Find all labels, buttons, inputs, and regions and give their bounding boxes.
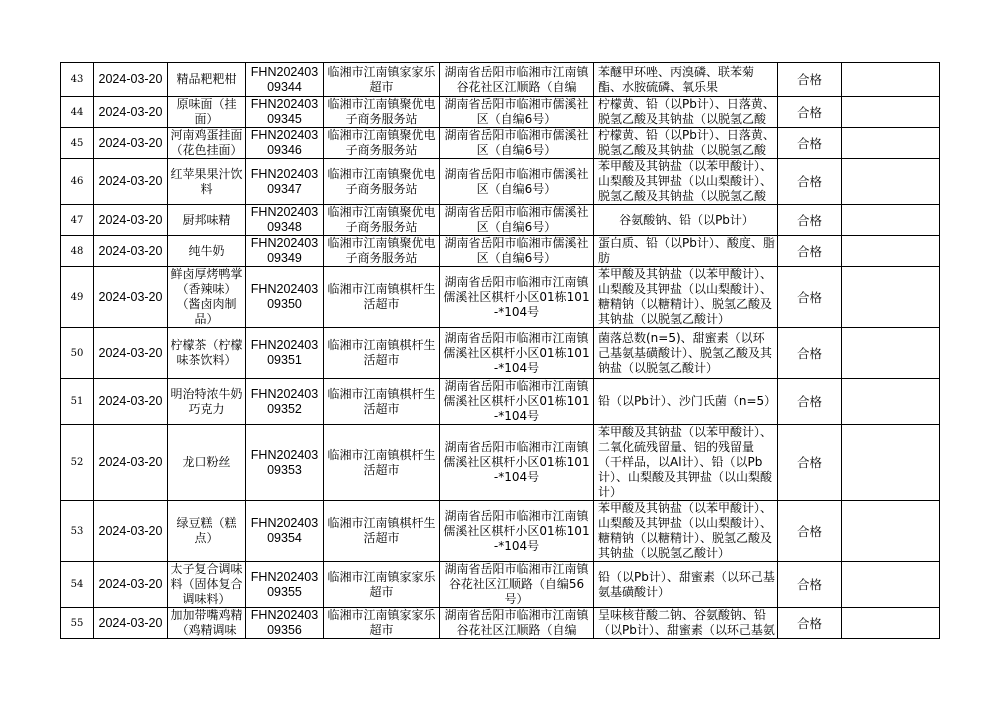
remark <box>842 267 940 328</box>
store-name: 临湘市江南镇家家乐超市 <box>324 608 440 639</box>
sample-code: FHN20240309347 <box>246 159 324 205</box>
row-number: 44 <box>61 97 94 128</box>
row-number: 43 <box>61 63 94 97</box>
test-items: 谷氨酸钠、铅（以Pb计） <box>594 205 778 236</box>
sample-code: FHN20240309352 <box>246 379 324 425</box>
store-address: 湖南省岳阳市临湘市儒溪社区（自编6号） <box>440 128 594 159</box>
sample-code: FHN20240309353 <box>246 425 324 501</box>
food-name: 鲜卤厚烤鸭掌（香辣味）（酱卤肉制品） <box>168 267 246 328</box>
store-name: 临湘市江南镇聚优电子商务服务站 <box>324 128 440 159</box>
sample-code: FHN20240309346 <box>246 128 324 159</box>
store-address: 湖南省岳阳市临湘市儒溪社区（自编6号） <box>440 236 594 267</box>
test-items: 苯甲酸及其钠盐（以苯甲酸计）、山梨酸及其钾盐（以山梨酸计）、脱氢乙酸及其钠盐（以脱氢乙酸 <box>594 159 778 205</box>
sampling-date: 2024-03-20 <box>94 97 168 128</box>
remark <box>842 328 940 379</box>
remark <box>842 562 940 608</box>
table-row <box>61 205 940 236</box>
test-result: 合格 <box>778 501 842 562</box>
store-name: 临湘市江南镇棋杆生活超市 <box>324 267 440 328</box>
sampling-date: 2024-03-20 <box>94 267 168 328</box>
sample-code: FHN20240309355 <box>246 562 324 608</box>
store-name: 临湘市江南镇棋杆生活超市 <box>324 501 440 562</box>
table-row <box>61 63 940 97</box>
remark <box>842 97 940 128</box>
remark <box>842 205 940 236</box>
store-name: 临湘市江南镇聚优电子商务服务站 <box>324 236 440 267</box>
sampling-date: 2024-03-20 <box>94 159 168 205</box>
test-result: 合格 <box>778 128 842 159</box>
store-address: 湖南省岳阳市临湘市儒溪社区（自编6号） <box>440 205 594 236</box>
test-items: 菌落总数(n=5)、甜蜜素（以环己基氨基磺酸计）、脱氢乙酸及其钠盐（以脱氢乙酸计） <box>594 328 778 379</box>
store-name: 临湘市江南镇棋杆生活超市 <box>324 328 440 379</box>
sampling-date: 2024-03-20 <box>94 562 168 608</box>
row-number: 54 <box>61 562 94 608</box>
remark <box>842 608 940 639</box>
food-name: 纯牛奶 <box>168 236 246 267</box>
row-number: 53 <box>61 501 94 562</box>
store-name: 临湘市江南镇棋杆生活超市 <box>324 425 440 501</box>
sample-code: FHN20240309345 <box>246 97 324 128</box>
test-items: 铅（以Pb计）、沙门氏菌（n=5） <box>594 379 778 425</box>
food-name: 红苹果果汁饮料 <box>168 159 246 205</box>
test-result: 合格 <box>778 608 842 639</box>
store-address: 湖南省岳阳市临湘市儒溪社区（自编6号） <box>440 97 594 128</box>
food-name: 精品粑粑柑 <box>168 63 246 97</box>
sample-code: FHN20240309351 <box>246 328 324 379</box>
sampling-date: 2024-03-20 <box>94 328 168 379</box>
remark <box>842 63 940 97</box>
test-items: 苯甲酸及其钠盐（以苯甲酸计）、山梨酸及其钾盐（以山梨酸计）、糖精钠（以糖精计）、脱氢乙酸及其钠盐（以脱氢乙酸计） <box>594 267 778 328</box>
row-number: 46 <box>61 159 94 205</box>
sampling-date: 2024-03-20 <box>94 425 168 501</box>
store-name: 临湘市江南镇聚优电子商务服务站 <box>324 159 440 205</box>
store-address: 湖南省岳阳市临湘市江南镇儒溪社区棋杆小区01栋101-*104号 <box>440 425 594 501</box>
store-address: 湖南省岳阳市临湘市江南镇儒溪社区棋杆小区01栋101-*104号 <box>440 379 594 425</box>
table-row <box>61 379 940 425</box>
store-address: 湖南省岳阳市临湘市江南镇谷花社区江顺路（自编 <box>440 63 594 97</box>
food-name: 绿豆糕（糕点） <box>168 501 246 562</box>
food-name: 原味面（挂面） <box>168 97 246 128</box>
sampling-date: 2024-03-20 <box>94 63 168 97</box>
row-number: 48 <box>61 236 94 267</box>
table-row <box>61 159 940 205</box>
test-result: 合格 <box>778 425 842 501</box>
table-body <box>61 63 940 639</box>
food-name: 太子复合调味料（固体复合调味料） <box>168 562 246 608</box>
remark <box>842 159 940 205</box>
food-inspection-table <box>60 62 940 639</box>
remark <box>842 128 940 159</box>
store-address: 湖南省岳阳市临湘市江南镇谷花社区江顺路（自编56号） <box>440 562 594 608</box>
store-name: 临湘市江南镇棋杆生活超市 <box>324 379 440 425</box>
sampling-date: 2024-03-20 <box>94 128 168 159</box>
table-row <box>61 562 940 608</box>
row-number: 55 <box>61 608 94 639</box>
table-row <box>61 425 940 501</box>
test-items: 柠檬黄、铅（以Pb计）、日落黄、脱氢乙酸及其钠盐（以脱氢乙酸 <box>594 128 778 159</box>
food-name: 加加带嘴鸡精（鸡精调味 <box>168 608 246 639</box>
store-name: 临湘市江南镇聚优电子商务服务站 <box>324 205 440 236</box>
sample-code: FHN20240309350 <box>246 267 324 328</box>
test-result: 合格 <box>778 562 842 608</box>
store-address: 湖南省岳阳市临湘市儒溪社区（自编6号） <box>440 159 594 205</box>
test-result: 合格 <box>778 328 842 379</box>
sample-code: FHN20240309348 <box>246 205 324 236</box>
table-row <box>61 328 940 379</box>
sampling-date: 2024-03-20 <box>94 608 168 639</box>
food-name: 龙口粉丝 <box>168 425 246 501</box>
store-address: 湖南省岳阳市临湘市江南镇谷花社区江顺路（自编 <box>440 608 594 639</box>
row-number: 51 <box>61 379 94 425</box>
test-items: 苯醚甲环唑、丙溴磷、联苯菊酯、水胺硫磷、氧乐果 <box>594 63 778 97</box>
store-name: 临湘市江南镇家家乐超市 <box>324 63 440 97</box>
test-result: 合格 <box>778 205 842 236</box>
sample-code: FHN20240309344 <box>246 63 324 97</box>
food-name: 厨邦味精 <box>168 205 246 236</box>
sampling-date: 2024-03-20 <box>94 379 168 425</box>
test-result: 合格 <box>778 97 842 128</box>
store-name: 临湘市江南镇家家乐超市 <box>324 562 440 608</box>
table-row <box>61 128 940 159</box>
table-row <box>61 97 940 128</box>
remark <box>842 379 940 425</box>
remark <box>842 236 940 267</box>
store-address: 湖南省岳阳市临湘市江南镇儒溪社区棋杆小区01栋101-*104号 <box>440 328 594 379</box>
food-name: 柠檬茶（柠檬味茶饮料） <box>168 328 246 379</box>
test-items: 铅（以Pb计）、甜蜜素（以环己基氨基磺酸计） <box>594 562 778 608</box>
row-number: 45 <box>61 128 94 159</box>
sample-code: FHN20240309356 <box>246 608 324 639</box>
test-items: 呈味核苷酸二钠、谷氨酸钠、铅（以Pb计）、甜蜜素（以环己基氨 <box>594 608 778 639</box>
store-address: 湖南省岳阳市临湘市江南镇儒溪社区棋杆小区01栋101-*104号 <box>440 267 594 328</box>
remark <box>842 425 940 501</box>
store-name: 临湘市江南镇聚优电子商务服务站 <box>324 97 440 128</box>
test-result: 合格 <box>778 236 842 267</box>
table-row <box>61 236 940 267</box>
sampling-date: 2024-03-20 <box>94 205 168 236</box>
test-items: 苯甲酸及其钠盐（以苯甲酸计）、山梨酸及其钾盐（以山梨酸计）、糖精钠（以糖精计）、脱氢乙酸及其钠盐（以脱氢乙酸计） <box>594 501 778 562</box>
food-name: 河南鸡蛋挂面（花色挂面） <box>168 128 246 159</box>
test-result: 合格 <box>778 267 842 328</box>
test-result: 合格 <box>778 159 842 205</box>
table-row <box>61 608 940 639</box>
remark <box>842 501 940 562</box>
test-items: 苯甲酸及其钠盐（以苯甲酸计）、二氧化硫残留量、铝的残留量（干样品，以Al计）、铅（以Pb计）、山梨酸及其钾盐（以山梨酸计） <box>594 425 778 501</box>
sampling-date: 2024-03-20 <box>94 236 168 267</box>
store-address: 湖南省岳阳市临湘市江南镇儒溪社区棋杆小区01栋101-*104号 <box>440 501 594 562</box>
sample-code: FHN20240309354 <box>246 501 324 562</box>
row-number: 49 <box>61 267 94 328</box>
row-number: 52 <box>61 425 94 501</box>
test-items: 蛋白质、铅（以Pb计）、酸度、脂肪 <box>594 236 778 267</box>
test-items: 柠檬黄、铅（以Pb计）、日落黄、脱氢乙酸及其钠盐（以脱氢乙酸 <box>594 97 778 128</box>
table-row <box>61 267 940 328</box>
table-row <box>61 501 940 562</box>
sample-code: FHN20240309349 <box>246 236 324 267</box>
row-number: 47 <box>61 205 94 236</box>
sampling-date: 2024-03-20 <box>94 501 168 562</box>
test-result: 合格 <box>778 379 842 425</box>
food-name: 明治特浓牛奶巧克力 <box>168 379 246 425</box>
test-result: 合格 <box>778 63 842 97</box>
row-number: 50 <box>61 328 94 379</box>
